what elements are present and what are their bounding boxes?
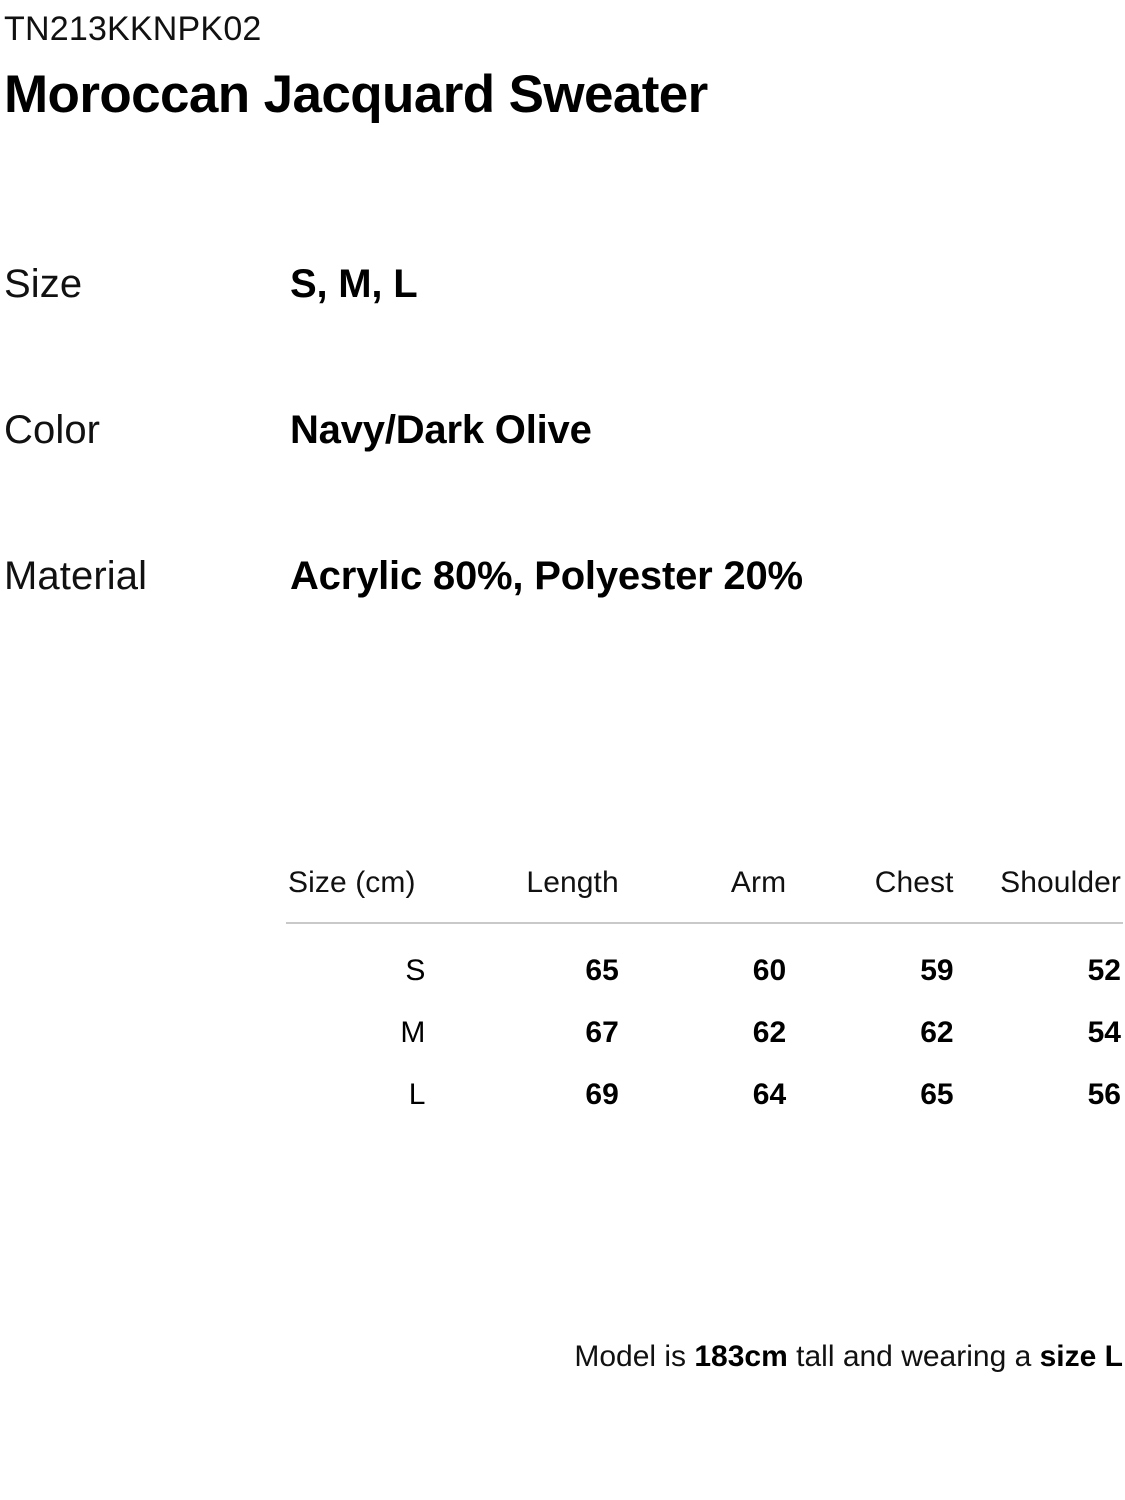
spec-label-material: Material xyxy=(4,554,148,598)
size-chart-body xyxy=(286,923,1123,1126)
model-note-middle: tall and wearing a xyxy=(787,1340,1040,1373)
cell-arm: 64 xyxy=(752,1078,787,1111)
cell-length: 69 xyxy=(585,1078,619,1111)
column-header-shoulder: Shoulder xyxy=(1000,866,1121,899)
table-row xyxy=(286,1064,1123,1126)
cell-chest: 65 xyxy=(920,1078,954,1111)
spec-label-color: Color xyxy=(4,408,101,452)
cell-shoulder: 52 xyxy=(1087,954,1121,987)
cell-length: 67 xyxy=(585,1016,619,1049)
table-row xyxy=(286,1002,1123,1064)
spec-label-size: Size xyxy=(4,262,83,306)
model-note-size: size L xyxy=(1039,1340,1123,1373)
spec-value-color: Navy/Dark Olive xyxy=(290,408,592,452)
size-chart-head xyxy=(286,866,1123,923)
table-row xyxy=(286,923,1123,1002)
cell-shoulder: 54 xyxy=(1087,1016,1121,1049)
cell-arm: 62 xyxy=(752,1016,787,1049)
model-note xyxy=(0,1340,1123,1374)
product-sku: TN213KKNPK02 xyxy=(4,10,262,48)
cell-size: S xyxy=(405,954,426,987)
cell-chest: 62 xyxy=(920,1016,954,1049)
size-chart-table xyxy=(286,866,1123,1126)
column-header-arm: Arm xyxy=(730,866,787,899)
cell-chest: 59 xyxy=(920,954,954,987)
spec-value-size: S, M, L xyxy=(290,262,418,306)
header xyxy=(4,8,1125,126)
spec-row-color xyxy=(4,408,1125,554)
cell-size: M xyxy=(400,1016,426,1049)
column-header-length: Length xyxy=(526,866,619,899)
spec-row-material xyxy=(4,554,1125,700)
model-note-prefix: Model is xyxy=(574,1340,695,1373)
column-header-size: Size (cm) xyxy=(288,866,416,899)
cell-size: L xyxy=(408,1078,426,1111)
table-header-row xyxy=(286,866,1123,923)
spec-value-material: Acrylic 80%, Polyester 20% xyxy=(290,554,803,598)
page-title: Moroccan Jacquard Sweater xyxy=(4,64,708,124)
cell-arm: 60 xyxy=(752,954,787,987)
cell-length: 65 xyxy=(585,954,619,987)
size-chart xyxy=(286,866,1123,1126)
cell-shoulder: 56 xyxy=(1087,1078,1121,1111)
model-note-height: 183cm xyxy=(694,1340,788,1373)
spec-list xyxy=(4,262,1125,700)
spec-row-size xyxy=(4,262,1125,408)
column-header-chest: Chest xyxy=(874,866,954,899)
